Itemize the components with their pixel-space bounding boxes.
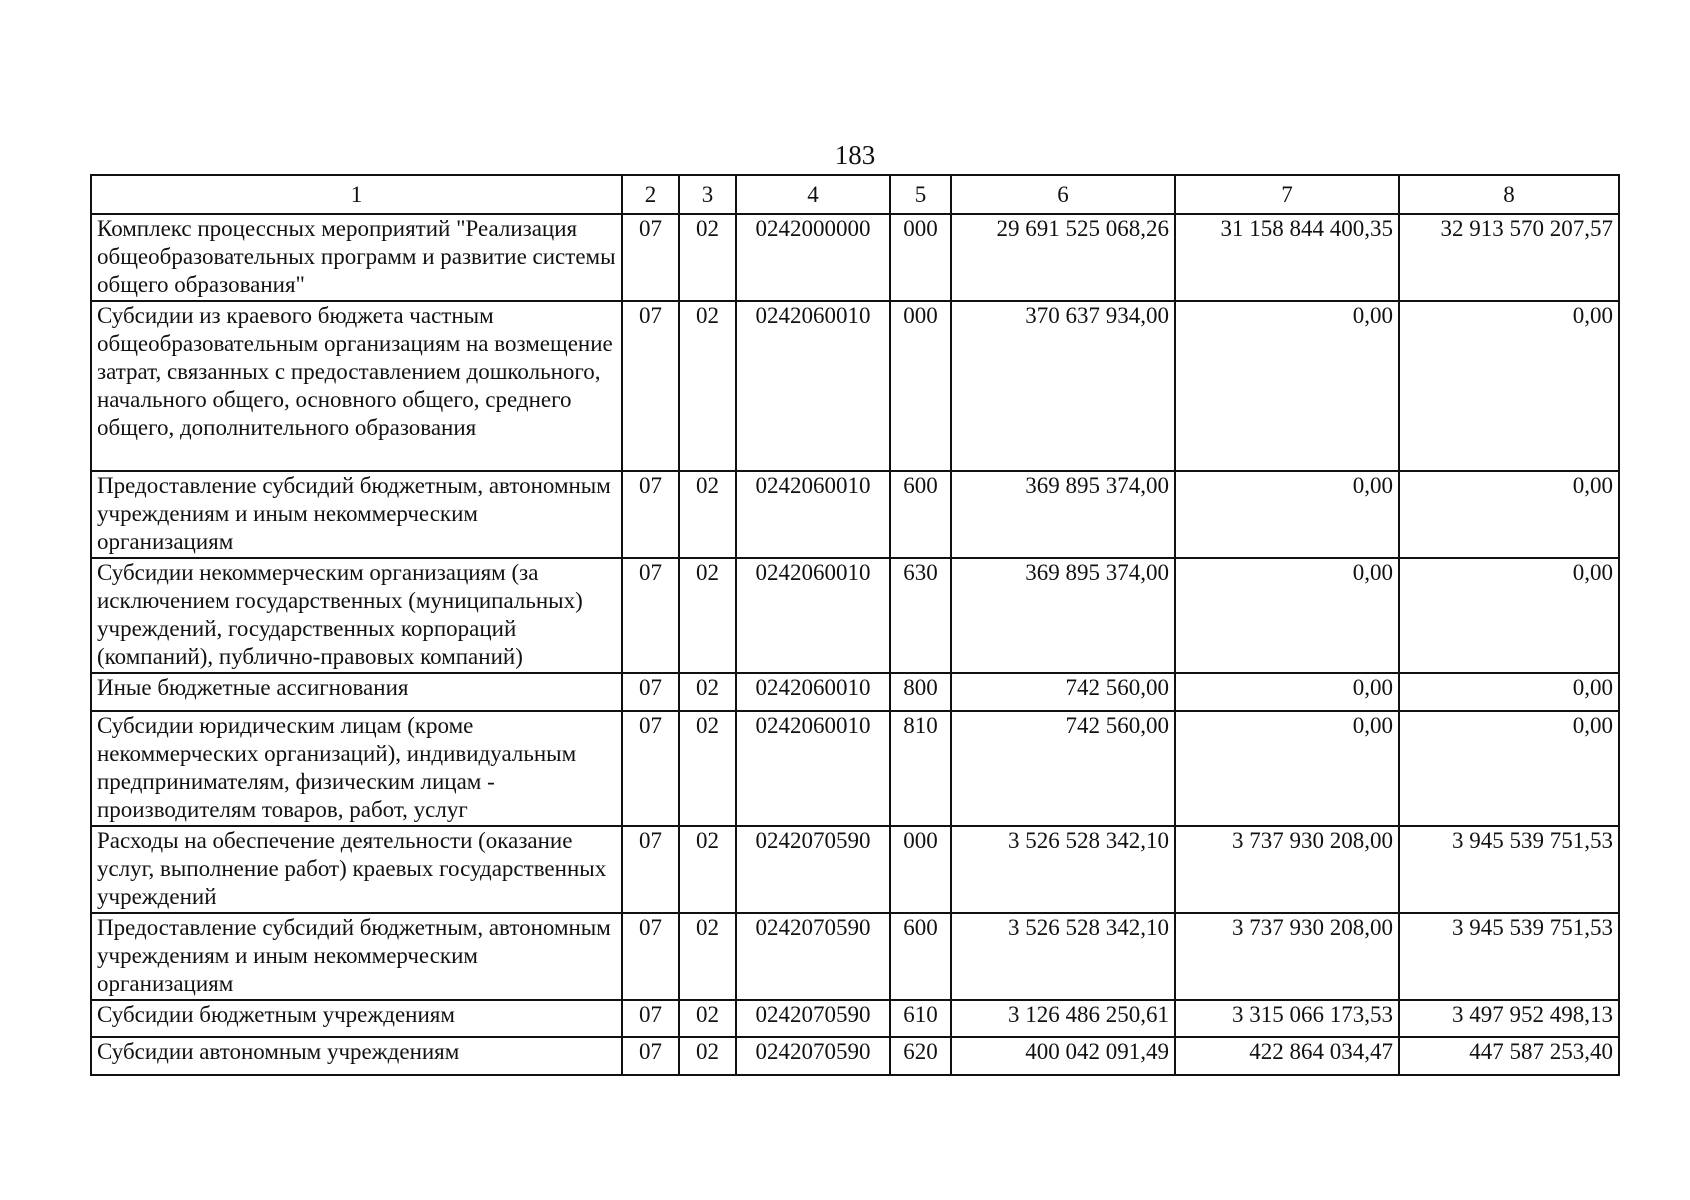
section-code: 07 xyxy=(622,214,679,301)
amount-col8: 0,00 xyxy=(1399,711,1619,826)
target-article-code: 0242070590 xyxy=(736,1000,890,1037)
section-code: 07 xyxy=(622,558,679,673)
item-name: Субсидии из краевого бюджета частным общеобразовательным организациям на возмещение затрат, связанных с предоставлением дошкольного, начального общего, основного общего, среднего общего, дополнительного образования xyxy=(91,301,622,471)
section-code: 07 xyxy=(622,711,679,826)
target-article-code: 0242060010 xyxy=(736,558,890,673)
section-code: 07 xyxy=(622,913,679,1000)
subsection-code: 02 xyxy=(679,711,736,826)
amount-col6: 400 042 091,49 xyxy=(951,1037,1175,1075)
amount-col8: 3 945 539 751,53 xyxy=(1399,826,1619,913)
amount-col7: 31 158 844 400,35 xyxy=(1175,214,1399,301)
section-code: 07 xyxy=(622,673,679,711)
amount-col7: 0,00 xyxy=(1175,711,1399,826)
item-name: Предоставление субсидий бюджетным, автономным учреждениям и иным некоммерческим организациям xyxy=(91,471,622,558)
table-row xyxy=(91,913,1619,1000)
target-article-code: 0242060010 xyxy=(736,301,890,471)
header-cell: 5 xyxy=(890,175,951,214)
section-code: 07 xyxy=(622,1037,679,1075)
amount-col7: 3 737 930 208,00 xyxy=(1175,826,1399,913)
amount-col8: 0,00 xyxy=(1399,301,1619,471)
header-cell: 3 xyxy=(679,175,736,214)
header-cell: 7 xyxy=(1175,175,1399,214)
amount-col6: 370 637 934,00 xyxy=(951,301,1175,471)
amount-col6: 29 691 525 068,26 xyxy=(951,214,1175,301)
header-cell: 8 xyxy=(1399,175,1619,214)
table-row xyxy=(91,826,1619,913)
subsection-code: 02 xyxy=(679,214,736,301)
amount-col6: 3 526 528 342,10 xyxy=(951,826,1175,913)
section-code: 07 xyxy=(622,301,679,471)
target-article-code: 0242060010 xyxy=(736,673,890,711)
amount-col7: 3 315 066 173,53 xyxy=(1175,1000,1399,1037)
subsection-code: 02 xyxy=(679,913,736,1000)
amount-col8: 447 587 253,40 xyxy=(1399,1037,1619,1075)
expense-type-code: 810 xyxy=(890,711,951,826)
table-row xyxy=(91,673,1619,711)
item-name: Субсидии бюджетным учреждениям xyxy=(91,1000,622,1037)
item-name: Субсидии некоммерческим организациям (за исключением государственных (муниципальных) учреждений, государственных корпораций (компаний), публично-правовых компаний) xyxy=(91,558,622,673)
target-article-code: 0242070590 xyxy=(736,826,890,913)
amount-col7: 0,00 xyxy=(1175,301,1399,471)
budget-table xyxy=(90,174,1620,1076)
table-row xyxy=(91,471,1619,558)
table-row xyxy=(91,1037,1619,1075)
subsection-code: 02 xyxy=(679,1037,736,1075)
target-article-code: 0242070590 xyxy=(736,1037,890,1075)
table-row xyxy=(91,301,1619,471)
amount-col7: 0,00 xyxy=(1175,471,1399,558)
table-row xyxy=(91,558,1619,673)
header-cell: 4 xyxy=(736,175,890,214)
expense-type-code: 630 xyxy=(890,558,951,673)
amount-col8: 32 913 570 207,57 xyxy=(1399,214,1619,301)
expense-type-code: 800 xyxy=(890,673,951,711)
amount-col6: 3 126 486 250,61 xyxy=(951,1000,1175,1037)
item-name: Иные бюджетные ассигнования xyxy=(91,673,622,711)
amount-col6: 369 895 374,00 xyxy=(951,471,1175,558)
header-row xyxy=(91,175,1619,214)
amount-col8: 0,00 xyxy=(1399,471,1619,558)
item-name: Субсидии юридическим лицам (кроме некоммерческих организаций), индивидуальным предпринимателям, физическим лицам - производителям товаров, работ, услуг xyxy=(91,711,622,826)
amount-col7: 0,00 xyxy=(1175,558,1399,673)
target-article-code: 0242060010 xyxy=(736,711,890,826)
section-code: 07 xyxy=(622,471,679,558)
subsection-code: 02 xyxy=(679,471,736,558)
amount-col7: 3 737 930 208,00 xyxy=(1175,913,1399,1000)
subsection-code: 02 xyxy=(679,301,736,471)
expense-type-code: 600 xyxy=(890,913,951,1000)
amount-col8: 3 497 952 498,13 xyxy=(1399,1000,1619,1037)
header-cell: 1 xyxy=(91,175,622,214)
item-name: Расходы на обеспечение деятельности (оказание услуг, выполнение работ) краевых государственных учреждений xyxy=(91,826,622,913)
section-code: 07 xyxy=(622,1000,679,1037)
target-article-code: 0242070590 xyxy=(736,913,890,1000)
section-code: 07 xyxy=(622,826,679,913)
amount-col8: 0,00 xyxy=(1399,673,1619,711)
item-name: Комплекс процессных мероприятий "Реализация общеобразовательных программ и развитие системы общего образования" xyxy=(91,214,622,301)
amount-col8: 0,00 xyxy=(1399,558,1619,673)
item-name: Предоставление субсидий бюджетным, автономным учреждениям и иным некоммерческим организациям xyxy=(91,913,622,1000)
amount-col6: 369 895 374,00 xyxy=(951,558,1175,673)
item-name: Субсидии автономным учреждениям xyxy=(91,1037,622,1075)
expense-type-code: 000 xyxy=(890,826,951,913)
expense-type-code: 610 xyxy=(890,1000,951,1037)
expense-type-code: 000 xyxy=(890,214,951,301)
amount-col7: 422 864 034,47 xyxy=(1175,1037,1399,1075)
table-row xyxy=(91,214,1619,301)
table-row xyxy=(91,711,1619,826)
amount-col7: 0,00 xyxy=(1175,673,1399,711)
expense-type-code: 620 xyxy=(890,1037,951,1075)
amount-col6: 742 560,00 xyxy=(951,673,1175,711)
subsection-code: 02 xyxy=(679,673,736,711)
header-cell: 6 xyxy=(951,175,1175,214)
target-article-code: 0242060010 xyxy=(736,471,890,558)
amount-col6: 3 526 528 342,10 xyxy=(951,913,1175,1000)
table-row xyxy=(91,1000,1619,1037)
subsection-code: 02 xyxy=(679,558,736,673)
expense-type-code: 000 xyxy=(890,301,951,471)
target-article-code: 0242000000 xyxy=(736,214,890,301)
header-cell: 2 xyxy=(622,175,679,214)
expense-type-code: 600 xyxy=(890,471,951,558)
page-number: 183 xyxy=(834,140,876,170)
subsection-code: 02 xyxy=(679,826,736,913)
amount-col6: 742 560,00 xyxy=(951,711,1175,826)
amount-col8: 3 945 539 751,53 xyxy=(1399,913,1619,1000)
subsection-code: 02 xyxy=(679,1000,736,1037)
